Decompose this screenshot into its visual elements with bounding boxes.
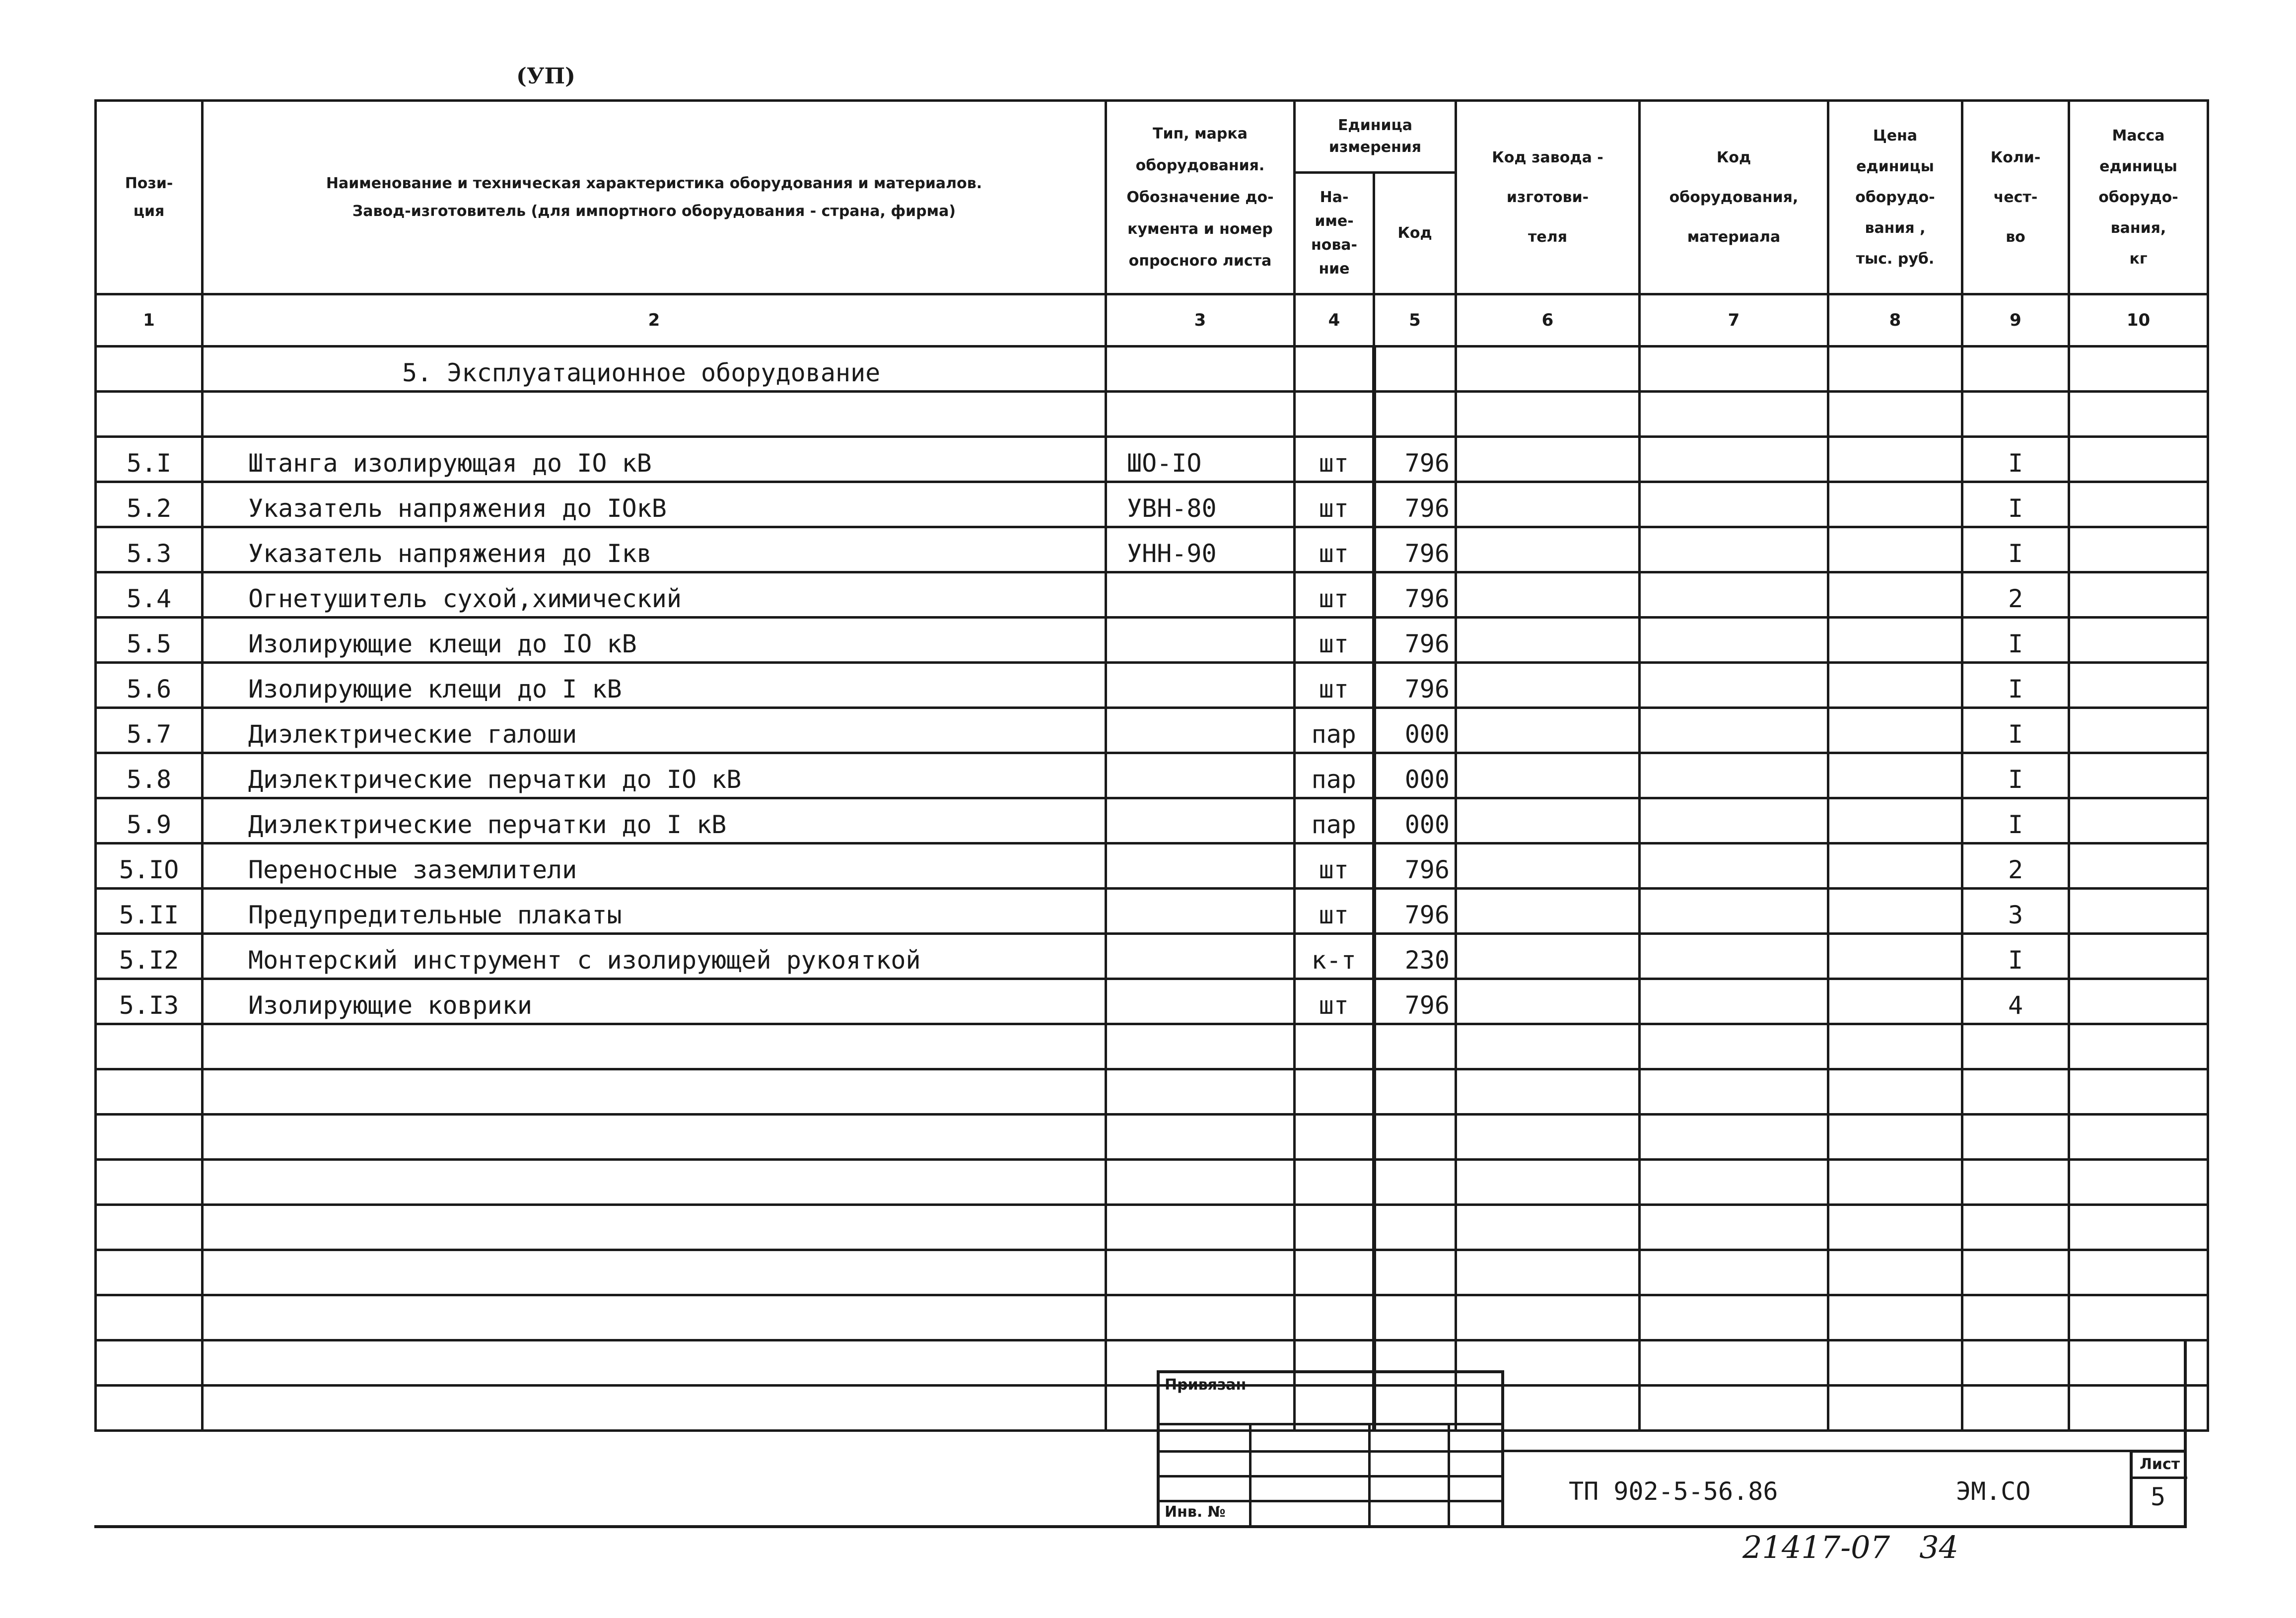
quantity-cell: I	[1962, 527, 2069, 572]
blank-row	[96, 1024, 2208, 1069]
header-mass: Масса единицы оборудо- вания, кг	[2069, 101, 2208, 294]
empty-cell	[2069, 1069, 2208, 1115]
empty-cell	[96, 1250, 203, 1295]
quantity-cell: 2	[1962, 844, 2069, 889]
price-cell	[1828, 663, 1962, 708]
mass-cell	[2069, 572, 2208, 618]
position-cell: 5.3	[96, 527, 203, 572]
equipment-code-cell	[1640, 979, 1828, 1024]
quantity-cell: I	[1962, 798, 2069, 844]
empty-cell	[1456, 1250, 1640, 1295]
type-cell	[1106, 979, 1295, 1024]
name-cell: Штанга изолирующая до IO кВ	[203, 437, 1106, 482]
quantity-cell: 2	[1962, 572, 2069, 618]
price-cell	[1828, 844, 1962, 889]
unit-code-cell: 000	[1374, 708, 1456, 753]
unit-name-cell: пар	[1295, 708, 1374, 753]
handwritten-note: 21417-07 34	[1742, 1529, 1959, 1565]
empty-cell	[1640, 392, 1828, 437]
price-cell	[1828, 527, 1962, 572]
empty-cell	[1640, 1069, 1828, 1115]
empty-cell	[1828, 1024, 1962, 1069]
mass-cell	[2069, 798, 2208, 844]
header-row	[96, 101, 2208, 173]
quantity-cell: I	[1962, 753, 2069, 798]
mass-cell	[2069, 527, 2208, 572]
empty-cell	[2069, 1386, 2208, 1431]
blank-row	[96, 1295, 2208, 1340]
price-cell	[1828, 482, 1962, 527]
header-quantity: Коли- чест- во	[1962, 101, 2069, 294]
empty-cell	[1456, 1295, 1640, 1340]
blank-row	[96, 392, 2208, 437]
table-row	[96, 482, 2208, 527]
quantity-cell: I	[1962, 934, 2069, 979]
empty-cell	[1828, 1160, 1962, 1205]
position-cell: 5.7	[96, 708, 203, 753]
empty-cell	[1828, 1295, 1962, 1340]
empty-cell	[1962, 1024, 2069, 1069]
empty-cell	[1374, 1024, 1456, 1069]
empty-cell	[1828, 1115, 1962, 1160]
factory-code-cell	[1456, 663, 1640, 708]
name-cell: Диэлектрические галоши	[203, 708, 1106, 753]
unit-code-cell: 796	[1374, 482, 1456, 527]
empty-cell	[1295, 1069, 1374, 1115]
unit-code-cell: 796	[1374, 844, 1456, 889]
quantity-cell: 4	[1962, 979, 2069, 1024]
price-cell	[1828, 708, 1962, 753]
position-cell: 5.II	[96, 889, 203, 934]
factory-code-cell	[1456, 708, 1640, 753]
unit-name-cell: шт	[1295, 979, 1374, 1024]
equipment-code-cell	[1640, 934, 1828, 979]
table-row	[96, 708, 2208, 753]
mass-cell	[2069, 437, 2208, 482]
empty-cell	[1106, 1205, 1295, 1250]
column-number: 5	[1374, 294, 1456, 347]
empty-cell	[1962, 392, 2069, 437]
empty-cell	[1295, 1205, 1374, 1250]
position-cell: 5.6	[96, 663, 203, 708]
equipment-spec-table	[94, 99, 2209, 1432]
unit-code-cell: 230	[1374, 934, 1456, 979]
equipment-code-cell	[1640, 798, 1828, 844]
empty-cell	[1962, 1386, 2069, 1431]
table-row	[96, 618, 2208, 663]
mass-cell	[2069, 482, 2208, 527]
name-cell: Изолирующие коврики	[203, 979, 1106, 1024]
empty-cell	[1828, 1205, 1962, 1250]
header-factory-code: Код завода - изготови- теля	[1456, 101, 1640, 294]
table-row	[96, 572, 2208, 618]
unit-code-cell: 796	[1374, 527, 1456, 572]
factory-code-cell	[1456, 934, 1640, 979]
factory-code-cell	[1456, 482, 1640, 527]
name-cell: Огнетушитель сухой,химический	[203, 572, 1106, 618]
blank-row	[96, 1386, 2208, 1431]
empty-cell	[1962, 1340, 2069, 1386]
empty-cell	[1106, 1250, 1295, 1295]
empty-cell	[1828, 1250, 1962, 1295]
empty-cell	[1374, 1295, 1456, 1340]
equipment-code-cell	[1640, 663, 1828, 708]
price-cell	[1828, 437, 1962, 482]
price-cell	[1828, 618, 1962, 663]
inventory-number-label: Инв. №	[1165, 1503, 1226, 1521]
unit-name-cell: шт	[1295, 889, 1374, 934]
equipment-code-cell	[1640, 708, 1828, 753]
quantity-cell: 3	[1962, 889, 2069, 934]
type-cell	[1106, 618, 1295, 663]
position-cell: 5.2	[96, 482, 203, 527]
blank-row	[96, 1340, 2208, 1386]
table-row	[96, 844, 2208, 889]
empty-cell	[1828, 1069, 1962, 1115]
equipment-code-cell	[1640, 527, 1828, 572]
name-cell: Указатель напряжения до Iкв	[203, 527, 1106, 572]
equipment-code-cell	[1640, 618, 1828, 663]
empty-cell	[2069, 1115, 2208, 1160]
empty-cell	[1962, 1205, 2069, 1250]
blank-row	[96, 1250, 2208, 1295]
quantity-cell: I	[1962, 437, 2069, 482]
empty-cell	[1106, 1115, 1295, 1160]
position-cell: 5.I	[96, 437, 203, 482]
table-row	[96, 437, 2208, 482]
type-cell	[1106, 889, 1295, 934]
mass-cell	[2069, 979, 2208, 1024]
binding-stamp	[1157, 1370, 1504, 1528]
position-cell: 5.I2	[96, 934, 203, 979]
header-unit-code: Код	[1374, 173, 1456, 294]
column-number: 6	[1456, 294, 1640, 347]
empty-cell	[1295, 1024, 1374, 1069]
name-cell: Предупредительные плакаты	[203, 889, 1106, 934]
empty-cell	[203, 1386, 1106, 1431]
equipment-code-cell	[1640, 572, 1828, 618]
header-type: Тип, марка оборудования. Обозначение до- кумента и номер опросного листа	[1106, 101, 1295, 294]
empty-cell	[203, 1115, 1106, 1160]
empty-cell	[1374, 1069, 1456, 1115]
position-cell: 5.I3	[96, 979, 203, 1024]
empty-cell	[203, 1250, 1106, 1295]
title-block-topline	[1504, 1450, 2187, 1452]
empty-cell	[96, 1295, 203, 1340]
unit-code-cell: 796	[1374, 889, 1456, 934]
unit-name-cell: шт	[1295, 618, 1374, 663]
mass-cell	[2069, 708, 2208, 753]
empty-cell	[1106, 392, 1295, 437]
unit-name-cell: пар	[1295, 798, 1374, 844]
empty-cell	[2069, 1295, 2208, 1340]
blank-row	[96, 1205, 2208, 1250]
unit-name-cell: шт	[1295, 527, 1374, 572]
empty-cell	[1295, 1160, 1374, 1205]
unit-name-cell: шт	[1295, 572, 1374, 618]
table-row	[96, 889, 2208, 934]
empty-cell	[1828, 392, 1962, 437]
equipment-code-cell	[1640, 889, 1828, 934]
header-unit-group: Единица измерения	[1295, 101, 1456, 173]
unit-name-cell: шт	[1295, 437, 1374, 482]
unit-code-cell: 796	[1374, 437, 1456, 482]
type-cell	[1106, 798, 1295, 844]
empty-cell	[203, 1205, 1106, 1250]
unit-code-cell: 000	[1374, 753, 1456, 798]
mass-cell	[2069, 934, 2208, 979]
type-cell	[1106, 663, 1295, 708]
column-number: 8	[1828, 294, 1962, 347]
empty-cell	[1640, 1386, 1828, 1431]
empty-cell	[96, 1024, 203, 1069]
empty-cell	[1640, 1160, 1828, 1205]
name-cell: Изолирующие клещи до IO кВ	[203, 618, 1106, 663]
empty-cell	[1640, 1250, 1828, 1295]
table-row	[96, 663, 2208, 708]
position-cell: 5.4	[96, 572, 203, 618]
type-cell	[1106, 934, 1295, 979]
sheet-number: 5	[2151, 1482, 2166, 1511]
type-cell: УНН-90	[1106, 527, 1295, 572]
empty-cell	[96, 1386, 203, 1431]
empty-cell	[96, 392, 203, 437]
document-number: ТП 902-5-56.86	[1569, 1477, 1778, 1506]
empty-cell	[1456, 1160, 1640, 1205]
empty-cell	[203, 392, 1106, 437]
section-title: 5. Эксплуатационное оборудование	[203, 347, 1106, 392]
quantity-cell: I	[1962, 708, 2069, 753]
unit-code-cell: 796	[1374, 572, 1456, 618]
quantity-cell: I	[1962, 663, 2069, 708]
factory-code-cell	[1456, 844, 1640, 889]
factory-code-cell	[1456, 437, 1640, 482]
empty-cell	[1640, 1340, 1828, 1386]
name-cell: Указатель напряжения до IOкВ	[203, 482, 1106, 527]
column-number: 3	[1106, 294, 1295, 347]
column-number: 9	[1962, 294, 2069, 347]
factory-code-cell	[1456, 753, 1640, 798]
equipment-code-cell	[1640, 482, 1828, 527]
mass-cell	[2069, 753, 2208, 798]
empty-cell	[203, 1160, 1106, 1205]
empty-cell	[1106, 1024, 1295, 1069]
price-cell	[1828, 753, 1962, 798]
name-cell: Диэлектрические перчатки до IO кВ	[203, 753, 1106, 798]
name-cell: Переносные заземлители	[203, 844, 1106, 889]
price-cell	[1828, 934, 1962, 979]
position-cell: 5.5	[96, 618, 203, 663]
empty-cell	[1640, 1295, 1828, 1340]
empty-cell	[203, 1295, 1106, 1340]
blank-row	[96, 1115, 2208, 1160]
quantity-cell: I	[1962, 482, 2069, 527]
blank-row	[96, 1069, 2208, 1115]
header-unit-name: На- имe- нова- ние	[1295, 173, 1374, 294]
factory-code-cell	[1456, 979, 1640, 1024]
unit-code-cell: 000	[1374, 798, 1456, 844]
empty-cell	[96, 1160, 203, 1205]
empty-cell	[1374, 1160, 1456, 1205]
column-number: 7	[1640, 294, 1828, 347]
header-name: Наименование и техническая характеристика оборудования и материалов. Завод-изготовитель (для импортного оборудования - страна, фирма)	[203, 101, 1106, 294]
mass-cell	[2069, 618, 2208, 663]
empty-cell	[1106, 1069, 1295, 1115]
empty-cell	[2069, 392, 2208, 437]
empty-cell	[1962, 1295, 2069, 1340]
empty-cell	[1106, 1160, 1295, 1205]
type-cell	[1106, 572, 1295, 618]
header-position: Пози- ция	[96, 101, 203, 294]
unit-code-cell: 796	[1374, 618, 1456, 663]
sheet-box	[2130, 1450, 2187, 1528]
unit-name-cell: пар	[1295, 753, 1374, 798]
factory-code-cell	[1456, 572, 1640, 618]
factory-code-cell	[1456, 889, 1640, 934]
type-cell: ШО-IO	[1106, 437, 1295, 482]
table-row	[96, 934, 2208, 979]
price-cell	[1828, 798, 1962, 844]
mass-cell	[2069, 663, 2208, 708]
empty-cell	[96, 1340, 203, 1386]
empty-cell	[1828, 1340, 1962, 1386]
empty-cell	[1295, 1250, 1374, 1295]
binding-label: Привязан	[1165, 1376, 1247, 1394]
type-cell	[1106, 708, 1295, 753]
position-cell: 5.9	[96, 798, 203, 844]
empty-cell	[1962, 1115, 2069, 1160]
column-number: 2	[203, 294, 1106, 347]
header-equipment-code: Код оборудования, материала	[1640, 101, 1828, 294]
price-cell	[1828, 889, 1962, 934]
empty-cell	[1374, 1250, 1456, 1295]
empty-cell	[1374, 392, 1456, 437]
column-number: 1	[96, 294, 203, 347]
type-cell: УВН-80	[1106, 482, 1295, 527]
empty-cell	[96, 1115, 203, 1160]
empty-cell	[2069, 1250, 2208, 1295]
empty-cell	[1374, 1115, 1456, 1160]
factory-code-cell	[1456, 527, 1640, 572]
empty-cell	[1295, 392, 1374, 437]
equipment-code-cell	[1640, 753, 1828, 798]
empty-cell	[1295, 1295, 1374, 1340]
empty-cell	[96, 1205, 203, 1250]
empty-cell	[2069, 1024, 2208, 1069]
blank-row	[96, 1160, 2208, 1205]
empty-cell	[1456, 1024, 1640, 1069]
empty-cell	[1962, 1069, 2069, 1115]
mass-cell	[2069, 844, 2208, 889]
bottom-frame-line	[94, 1525, 2187, 1528]
empty-cell	[1456, 392, 1640, 437]
empty-cell	[96, 1069, 203, 1115]
empty-cell	[203, 1069, 1106, 1115]
table-row	[96, 753, 2208, 798]
empty-cell	[1962, 1250, 2069, 1295]
empty-cell	[1828, 1386, 1962, 1431]
factory-code-cell	[1456, 798, 1640, 844]
unit-name-cell: шт	[1295, 482, 1374, 527]
empty-cell	[1962, 1160, 2069, 1205]
mass-cell	[2069, 889, 2208, 934]
column-number: 10	[2069, 294, 2208, 347]
type-cell	[1106, 844, 1295, 889]
name-cell: Монтерский инструмент с изолирующей рукояткой	[203, 934, 1106, 979]
equipment-code-cell	[1640, 437, 1828, 482]
empty-cell	[2069, 1205, 2208, 1250]
top-mark: (УП)	[516, 64, 575, 89]
unit-name-cell: шт	[1295, 663, 1374, 708]
type-cell	[1106, 753, 1295, 798]
empty-cell	[203, 1340, 1106, 1386]
empty-cell	[1640, 1115, 1828, 1160]
price-cell	[1828, 572, 1962, 618]
empty-cell	[1456, 1069, 1640, 1115]
unit-name-cell: к-т	[1295, 934, 1374, 979]
empty-cell	[1456, 1115, 1640, 1160]
empty-cell	[1640, 1024, 1828, 1069]
name-cell: Диэлектрические перчатки до I кВ	[203, 798, 1106, 844]
table-row	[96, 798, 2208, 844]
document-section: ЭМ.СО	[1956, 1477, 2031, 1506]
position-cell: 5.8	[96, 753, 203, 798]
column-number: 4	[1295, 294, 1374, 347]
empty-cell	[203, 1024, 1106, 1069]
table-row	[96, 527, 2208, 572]
unit-code-cell: 796	[1374, 979, 1456, 1024]
empty-cell	[1456, 1205, 1640, 1250]
factory-code-cell	[1456, 618, 1640, 663]
header-price: Цена единицы оборудо- вания , тыс. руб.	[1828, 101, 1962, 294]
position-cell: 5.IO	[96, 844, 203, 889]
empty-cell	[1374, 1205, 1456, 1250]
price-cell	[1828, 979, 1962, 1024]
empty-cell	[1295, 1115, 1374, 1160]
name-cell: Изолирующие клещи до I кВ	[203, 663, 1106, 708]
quantity-cell: I	[1962, 618, 2069, 663]
empty-cell	[2069, 1160, 2208, 1205]
empty-cell	[1640, 1205, 1828, 1250]
column-number-row	[96, 294, 2208, 347]
empty-cell	[1106, 1295, 1295, 1340]
unit-name-cell: шт	[1295, 844, 1374, 889]
section-title-row	[96, 347, 2208, 392]
equipment-code-cell	[1640, 844, 1828, 889]
unit-code-cell: 796	[1374, 663, 1456, 708]
empty-cell	[2069, 1340, 2208, 1386]
table-row	[96, 979, 2208, 1024]
sheet-label: Лист	[2140, 1456, 2180, 1473]
